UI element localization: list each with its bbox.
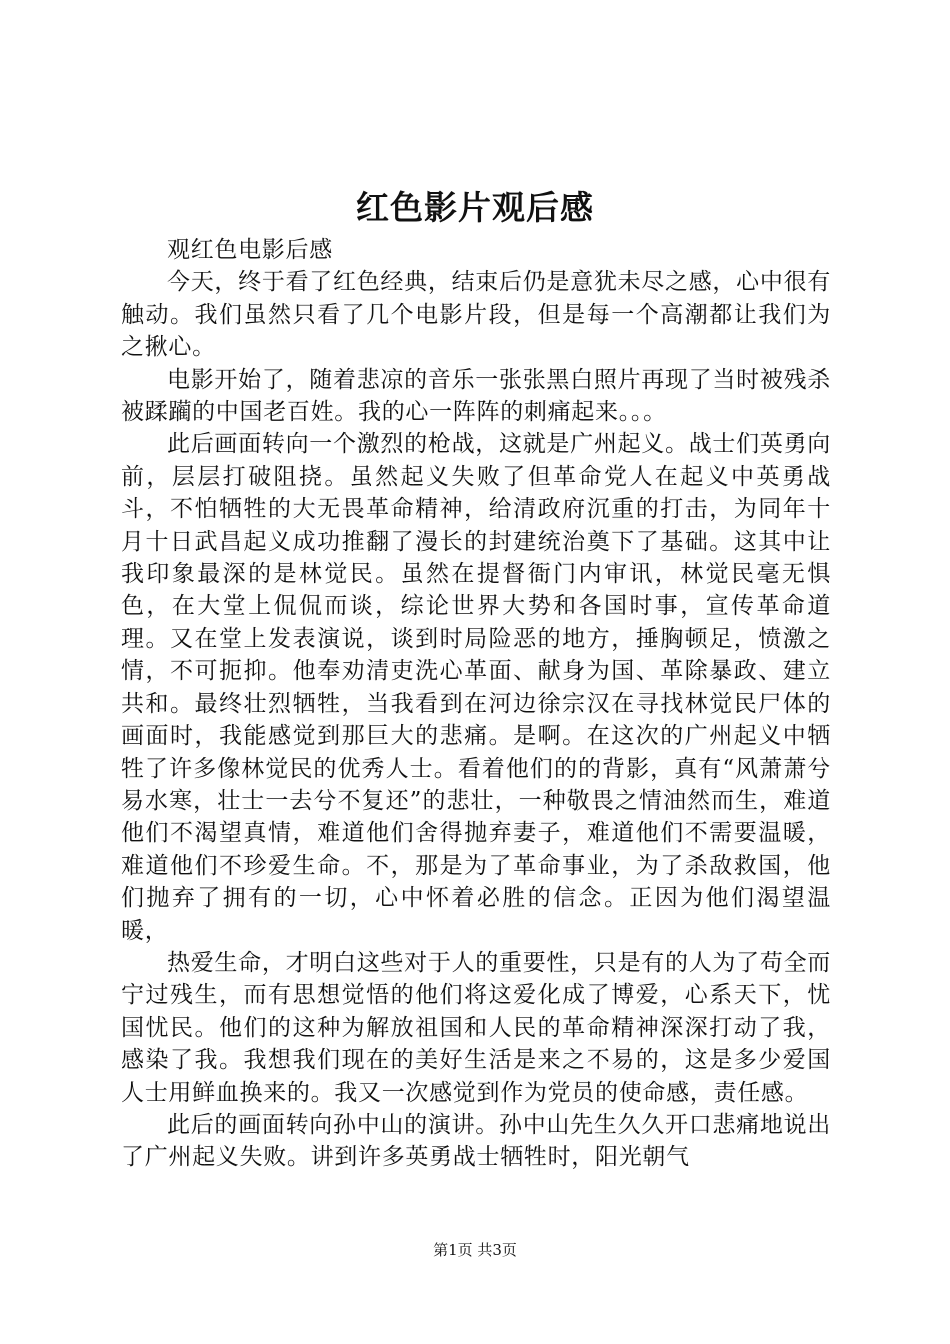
body-paragraph-3: 此后画面转向一个激烈的枪战，这就是广州起义。战士们英勇向前，层层打破阻挠。虽然起义失败了但革命党人在起义中英勇战斗，不怕牺牲的大无畏革命精神，给清政府沉重的打击，为同年十月十日武昌起义成功推翻了漫长的封建统治奠下了基础。这其中让我印象最深的是林觉民。虽然在提督衙门内审讯，林觉民毫无惧色，在大堂上侃侃而谈，综论世界大势和各国时事，宣传革命道理。又在堂上发表演说，谈到时局险恶的地方，捶胸顿足，愤激之情，不可扼抑。他奉劝清吏洗心革面、献身为国、革除暴政、建立共和。最终壮烈牺牲，当我看到在河边徐宗汉在寻找林觉民尸体的画面时，我能感觉到那巨大的悲痛。是啊。在这次的广州起义中牺牲了许多像林觉民的优秀人士。看着他们的的背影，真有“风萧萧兮易水寒，壮士一去兮不复还”的悲壮，一种敬畏之情油然而生，难道他们不渴望真情，难道他们舍得抛弃妻子，难道他们不需要温暖，难道他们不珍爱生命。不，那是为了革命事业，为了杀敌救国，他们抛弃了拥有的一切，心中怀着必胜的信念。正因为他们渴望温暖， [121,431,831,944]
body-paragraph-2: 电影开始了，随着悲凉的音乐一张张黑白照片再现了当时被残杀被蹂躏的中国老百姓。我的心一阵阵的刺痛起来。。。 [121,366,831,426]
subtitle-paragraph: 观红色电影后感 [167,237,333,263]
body-paragraph-4: 热爱生命，才明白这些对于人的重要性，只是有的人为了苟全而宁过残生，而有思想觉悟的他们将这爱化成了博爱，心系天下，忧国忧民。他们的这种为解放祖国和人民的革命精神深深打动了我，感染了我。我想我们现在的美好生活是来之不易的，这是多少爱国人士用鲜血换来的。我又一次感觉到作为党员的使命感，责任感。 [121,949,831,1106]
document-body [121,234,831,1174]
document-title: 红色影片观后感 [356,188,594,227]
page-number-footer: 第1页 共3页 [433,1241,517,1259]
body-paragraph-1: 今天，终于看了红色经典，结束后仍是意犹未尽之感，心中很有触动。我们虽然只看了几个电影片段，但是每一个高潮都让我们为之揪心。 [121,269,831,361]
body-paragraph-5: 此后的画面转向孙中山的演讲。孙中山先生久久开口悲痛地说出了广州起义失败。讲到许多英勇战士牺牲时，阳光朝气 [121,1111,831,1171]
